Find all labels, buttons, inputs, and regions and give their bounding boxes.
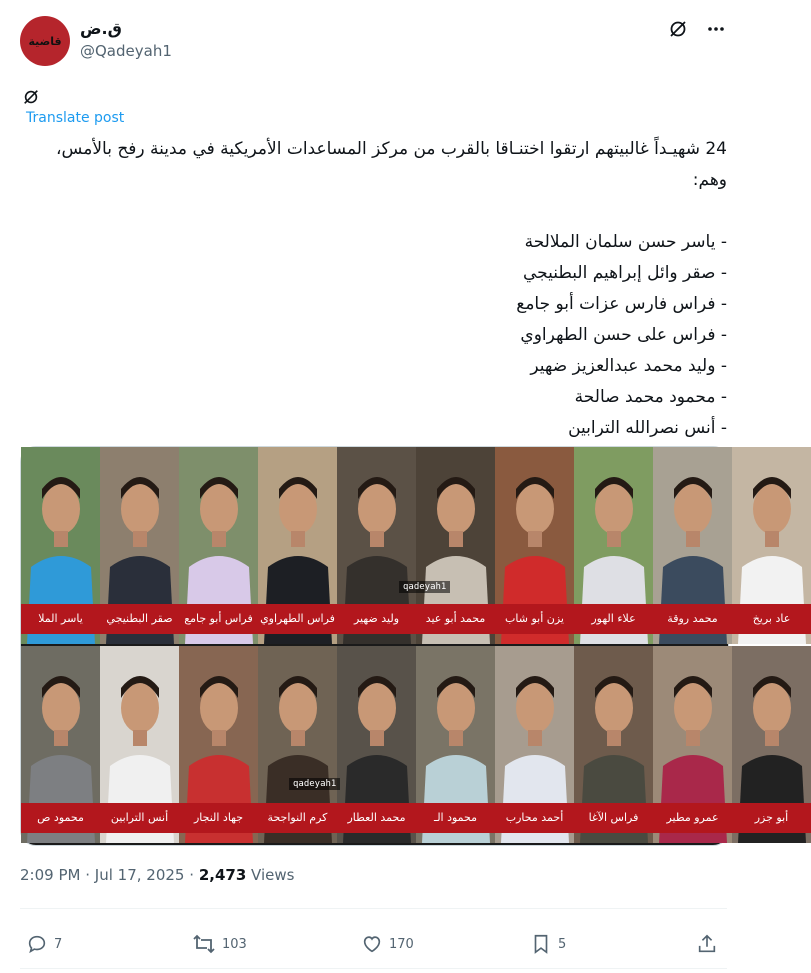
reply-button[interactable] xyxy=(26,926,62,962)
bookmark-count: 5 xyxy=(558,936,567,952)
photo-tile xyxy=(100,447,179,644)
photo-name-label: محمود ص xyxy=(21,803,100,833)
photo-tile xyxy=(574,646,653,843)
grok-icon[interactable] xyxy=(667,18,689,40)
repost-button[interactable] xyxy=(192,926,247,962)
photo-tile xyxy=(337,447,416,644)
photo-tile xyxy=(21,646,100,843)
photo-tile xyxy=(732,646,811,843)
divider xyxy=(20,968,727,969)
photo-tile xyxy=(495,646,574,843)
photo-name-label: فراس الآغا xyxy=(574,803,653,833)
photo-name-label: عمرو مطير xyxy=(653,803,732,833)
photo-name-label: أنس الترابين xyxy=(100,803,179,833)
photo-tile xyxy=(258,646,337,843)
photo-tile xyxy=(495,447,574,644)
views-label: Views xyxy=(251,866,295,884)
photo-tile xyxy=(574,447,653,644)
heart-icon xyxy=(361,933,383,955)
more-options-icon[interactable] xyxy=(705,18,727,40)
meta-separator: · xyxy=(189,866,195,884)
divider xyxy=(20,908,727,909)
share-button[interactable] xyxy=(696,926,718,962)
translate-post-link[interactable]: Translate post xyxy=(26,110,125,126)
photo-name-label: محمد أبو عيد xyxy=(416,604,495,634)
photo-tile xyxy=(416,646,495,843)
action-bar xyxy=(20,926,727,962)
watermark: qadeyah1 xyxy=(289,778,340,790)
photo-name-label: محمد العطار xyxy=(337,803,416,833)
photo-tile xyxy=(732,447,811,644)
photo-name-label: محمد روقة xyxy=(653,604,732,634)
views-count: 2,473 xyxy=(198,866,247,884)
photo-tile xyxy=(258,447,337,644)
photo-name-label: جهاد النجار xyxy=(179,803,258,833)
photo-name-label: يزن أبو شاب xyxy=(495,604,574,634)
photo-tile xyxy=(416,447,495,644)
photo-name-label: صقر البطنيجي xyxy=(100,604,179,634)
post-header xyxy=(20,16,727,68)
photo-tile xyxy=(653,447,732,644)
author-names xyxy=(80,18,172,62)
display-name[interactable]: ق.ض xyxy=(80,19,122,38)
post-time[interactable]: 2:09 PM xyxy=(20,866,81,884)
bookmark-button[interactable] xyxy=(530,926,566,962)
photo-name-label: محمود الـ xyxy=(416,803,495,833)
photo-name-label: أحمد محارب xyxy=(495,803,574,833)
watermark: qadeyah1 xyxy=(399,581,450,593)
repost-icon xyxy=(192,933,216,955)
photo-tile xyxy=(179,447,258,644)
post-text: 24 شهيـداً غالبيتهم ارتقوا اختنـاقا بالقرب من مركز المساعدات الأمريكية في مدينة رفح بالأمس، وهم: - ياسر حسن سلمان الملالحة - صقر وائل إبراهيم البطنيجي - فراس فارس عزات أبو جامع - فراس على حسن الطهراوي - وليد محمد عبدالعزيز ضهير - محمود محمد صالحة - أنس نصرالله الترابين xyxy=(56,139,727,438)
post-date[interactable]: Jul 17, 2025 xyxy=(94,866,185,884)
photo-name-label: ياسر الملا xyxy=(21,604,100,634)
photo-tile xyxy=(100,646,179,843)
photo-name-label: عاد بريخ xyxy=(732,604,811,634)
like-button[interactable] xyxy=(361,926,414,962)
header-actions xyxy=(667,18,727,40)
photo-tile xyxy=(653,646,732,843)
photo-name-label: علاء الهور xyxy=(574,604,653,634)
reply-icon xyxy=(26,933,48,955)
photo-name-label: أبو جزر xyxy=(732,803,811,833)
bookmark-icon xyxy=(530,933,552,955)
photo-name-label: فراس الطهراوي xyxy=(258,604,337,634)
photo-tile xyxy=(337,646,416,843)
photo-tile xyxy=(179,646,258,843)
grok-translate-icon xyxy=(22,88,42,108)
share-icon xyxy=(696,933,718,955)
photo-name-label: وليد ضهير xyxy=(337,604,416,634)
handle[interactable]: @Qadeyah1 xyxy=(80,42,172,60)
reply-count: 7 xyxy=(54,936,63,952)
avatar[interactable] xyxy=(20,16,70,66)
avatar-logo xyxy=(28,33,62,49)
repost-count: 103 xyxy=(222,936,247,952)
media-grid[interactable] xyxy=(20,446,791,846)
like-count: 170 xyxy=(389,936,414,952)
post-meta xyxy=(20,866,294,884)
photo-name-label: كرم النواجحة xyxy=(258,803,337,833)
meta-separator: · xyxy=(85,866,91,884)
svg-text:قاضية: قاضية xyxy=(28,35,62,48)
photo-tile xyxy=(21,447,100,644)
photo-name-label: فراس أبو جامع xyxy=(179,604,258,634)
